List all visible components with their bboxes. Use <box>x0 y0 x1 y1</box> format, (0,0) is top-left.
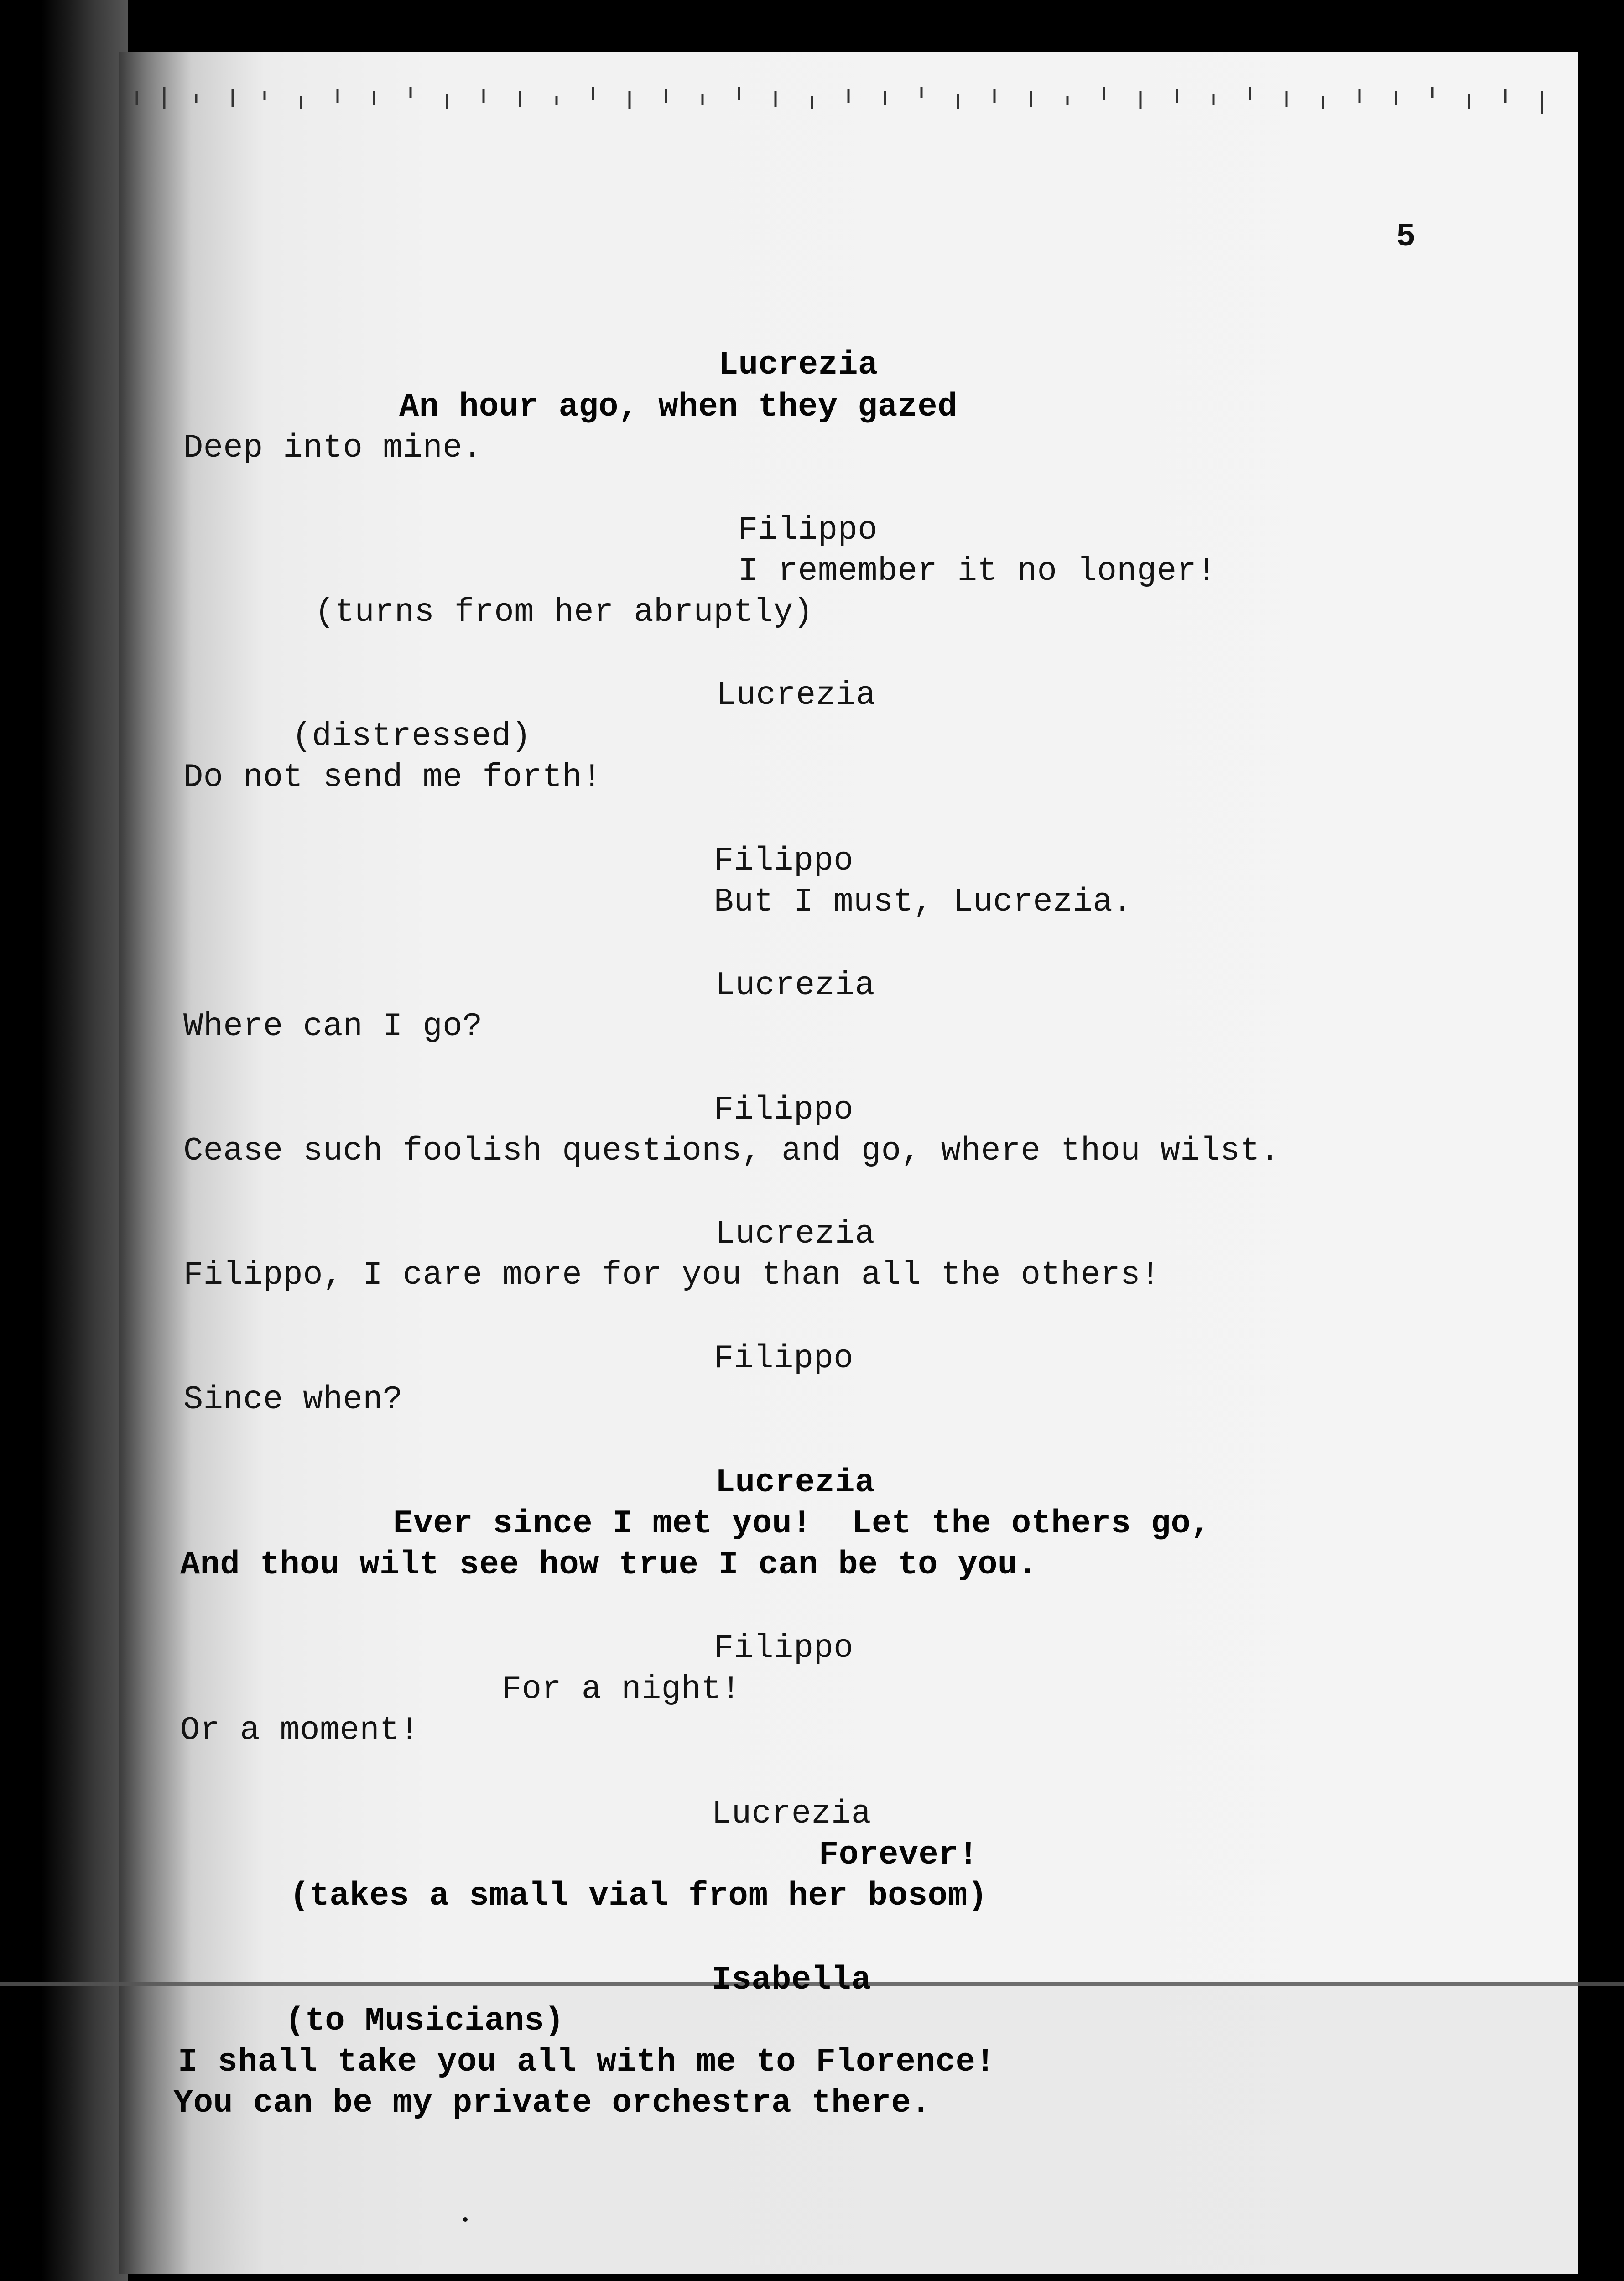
dialogue-line: But I must, Lucrezia. <box>714 883 1133 921</box>
speaker-name: Filippo <box>738 511 878 549</box>
stage-direction: (distressed) <box>292 718 531 755</box>
dialogue-line: Ever since I met you! Let the others go, <box>393 1505 1211 1542</box>
stage-direction: (to Musicians) <box>285 2002 564 2040</box>
dialogue-line: Do not send me forth! <box>183 759 602 796</box>
dialogue-line: Forever! <box>819 1836 979 1874</box>
dialogue-line: Or a moment! <box>180 1712 420 1749</box>
dialogue-line: I remember it no longer! <box>738 552 1217 590</box>
speaker-name: Lucrezia <box>718 346 878 384</box>
stage-direction: (turns from her abruptly) <box>315 594 813 631</box>
dialogue-line: And thou wilt see how true I can be to you. <box>180 1546 1038 1583</box>
dialogue-line: You can be my private orchestra there. <box>173 2084 931 2122</box>
speaker-name: Lucrezia <box>716 677 876 714</box>
speaker-name: Lucrezia <box>715 1464 875 1501</box>
dialogue-line: I shall take you all with me to Florence! <box>178 2043 995 2081</box>
dialogue-line: Since when? <box>183 1381 403 1418</box>
dialogue-line: Where can I go? <box>183 1008 483 1045</box>
speaker-name: Filippo <box>714 842 854 880</box>
speaker-name: Lucrezia <box>715 967 875 1004</box>
binding-edge <box>41 0 128 2281</box>
speaker-name: Isabella <box>712 1961 871 1999</box>
speaker-name: Filippo <box>714 1091 854 1129</box>
dialogue-line: Cease such foolish questions, and go, where thou wilst. <box>183 1132 1280 1170</box>
perforation-marks <box>128 78 1565 123</box>
speaker-name: Lucrezia <box>715 1215 875 1253</box>
dust-speck <box>463 2217 468 2222</box>
dialogue-line: Filippo, I care more for you than all the others! <box>183 1256 1161 1294</box>
speaker-name: Lucrezia <box>712 1795 871 1833</box>
dialogue-line: An hour ago, when they gazed <box>399 388 958 426</box>
dialogue-line: Deep into mine. <box>183 429 483 467</box>
dialogue-line: For a night! <box>502 1671 741 1708</box>
speaker-name: Filippo <box>714 1340 854 1377</box>
page-number: 5 <box>1396 218 1416 255</box>
speaker-name: Filippo <box>714 1630 854 1667</box>
stage-direction: (takes a small vial from her bosom) <box>290 1877 988 1915</box>
